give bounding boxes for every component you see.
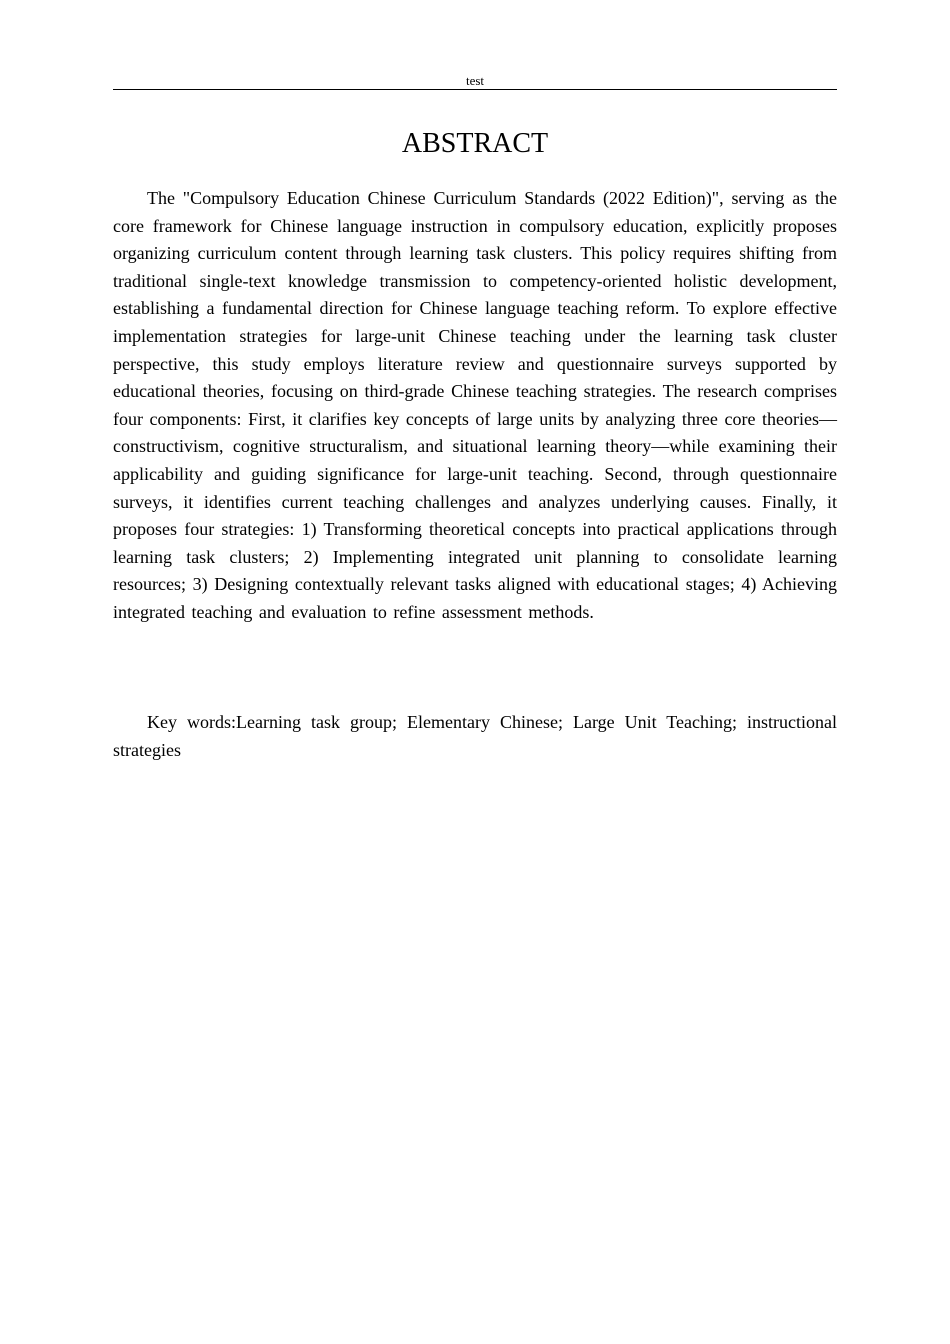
abstract-paragraph: The "Compulsory Education Chinese Curriculum Standards (2022 Edition)", serving as the core framework for Chinese language instruction in compulsory education, explicitly proposes organizing curriculum content through learning task clusters. This policy requires shifting from traditional single-text knowledge transmission to competency-oriented holistic development, establishing a fundamental direction for Chinese language teaching reform. To explore effective implementation strategies for large-unit Chinese teaching under the learning task cluster perspective, this study employs literature review and questionnaire surveys supported by educational theories, focusing on third-grade Chinese teaching strategies. The research comprises four components: First, it clarifies key concepts of large units by analyzing three core theories—constructivism, cognitive structuralism, and situational learning theory—while examining their applicability and guiding significance for large-unit teaching. Second, through questionnaire surveys, it identifies current teaching challenges and analyzes underlying causes. Finally, it proposes four strategies: 1) Transforming theoretical concepts into practical applications through learning task clusters; 2) Implementing integrated unit planning to consolidate learning resources; 3) Designing contextually relevant tasks aligned with educational stages; 4) Achieving integrated teaching and evaluation to refine assessment methods.: [113, 188, 837, 622]
keywords-paragraph: Key words:Learning task group; Elementary Chinese; Large Unit Teaching; instructional strategies: [113, 712, 837, 760]
page-title: ABSTRACT: [401, 128, 549, 159]
page-header: test: [113, 72, 837, 90]
